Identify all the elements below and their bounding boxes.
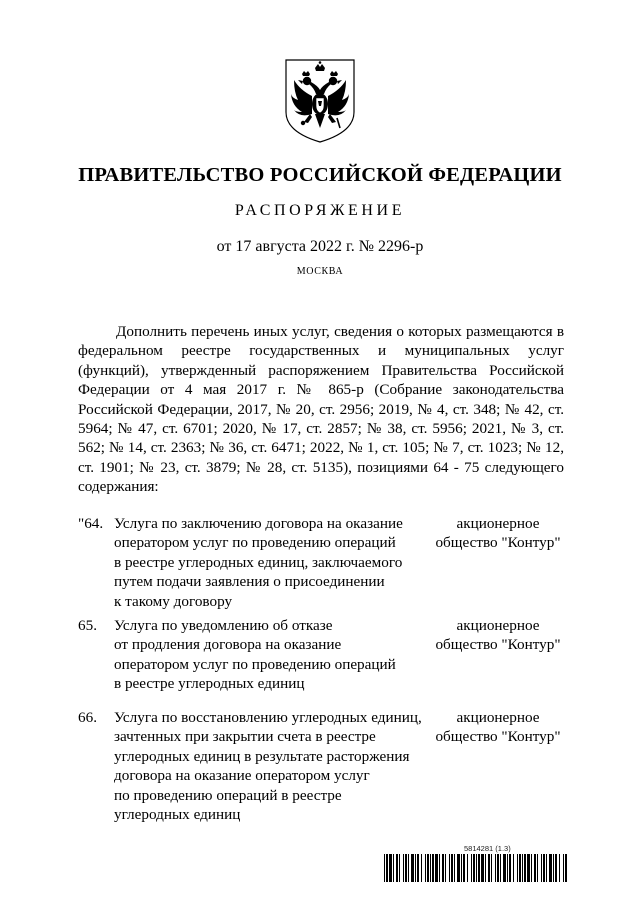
entry-number: "64. xyxy=(78,515,104,532)
entry-description: Услуга по уведомлению об отказе от продления договора на оказание оператором услуг по проведению операций в реестре углеродных единиц xyxy=(114,617,396,693)
document-type: РАСПОРЯЖЕНИЕ xyxy=(234,202,406,219)
barcode-icon xyxy=(384,854,568,882)
services-list xyxy=(0,514,640,828)
list-item xyxy=(0,514,640,616)
list-item xyxy=(0,708,640,828)
entry-organization: акционерное общество "Контур" xyxy=(435,617,561,654)
double-headed-eagle-emblem-icon xyxy=(282,56,358,144)
document-city: МОСКВА xyxy=(296,266,344,277)
main-paragraph: Дополнить перечень иных услуг, сведения о которых размещаются в федеральном реестре государственных и муниципальных услуг (функций), утвержденный распоряжением Правительства Российской Федерации от 4 мая 2017 г. № 865-р (Собрание законодательства Российской Федерации, 2017, № 20, ст. 2956; 2019, № 4, ст. 348; № 42, ст. 5964; № 47, ст. 6701; 2020, № 17, ст. 2857; № 38, ст. 5956; 2021, № 3, ст. 562; № 14, ст. 2363; № 36, ст. 6471; 2022, № 1, ст. 105; № 7, ст. 1023; № 12, ст. 1901; № 23, ст. 3879; № 28, ст. 5135), позициями 64 - 75 следующего содержания: xyxy=(78,323,564,496)
barcode-number: 5814281 (1.3) xyxy=(464,844,511,853)
government-title: ПРАВИТЕЛЬСТВО РОССИЙСКОЙ ФЕДЕРАЦИИ xyxy=(78,164,562,186)
entry-organization: акционерное общество "Контур" xyxy=(435,515,561,552)
document-date-number: от 17 августа 2022 г. № 2296-р xyxy=(216,238,424,255)
entry-description: Услуга по заключению договора на оказание оператором услуг по проведению операций в реестре углеродных единиц, заключаемого путем подачи заявления о присоединении к такому договору xyxy=(114,515,403,610)
entry-organization: акционерное общество "Контур" xyxy=(435,709,561,746)
barcode-block xyxy=(384,844,568,884)
list-item xyxy=(0,616,640,708)
entry-description: Услуга по восстановлению углеродных единиц, зачтенных при закрытии счета в реестре углеродных единиц в результате расторжения договора на оказание оператором услуг по проведению операций в реестре углеродных единиц xyxy=(114,709,422,824)
entry-number: 66. xyxy=(78,709,97,726)
entry-number: 65. xyxy=(78,617,97,634)
